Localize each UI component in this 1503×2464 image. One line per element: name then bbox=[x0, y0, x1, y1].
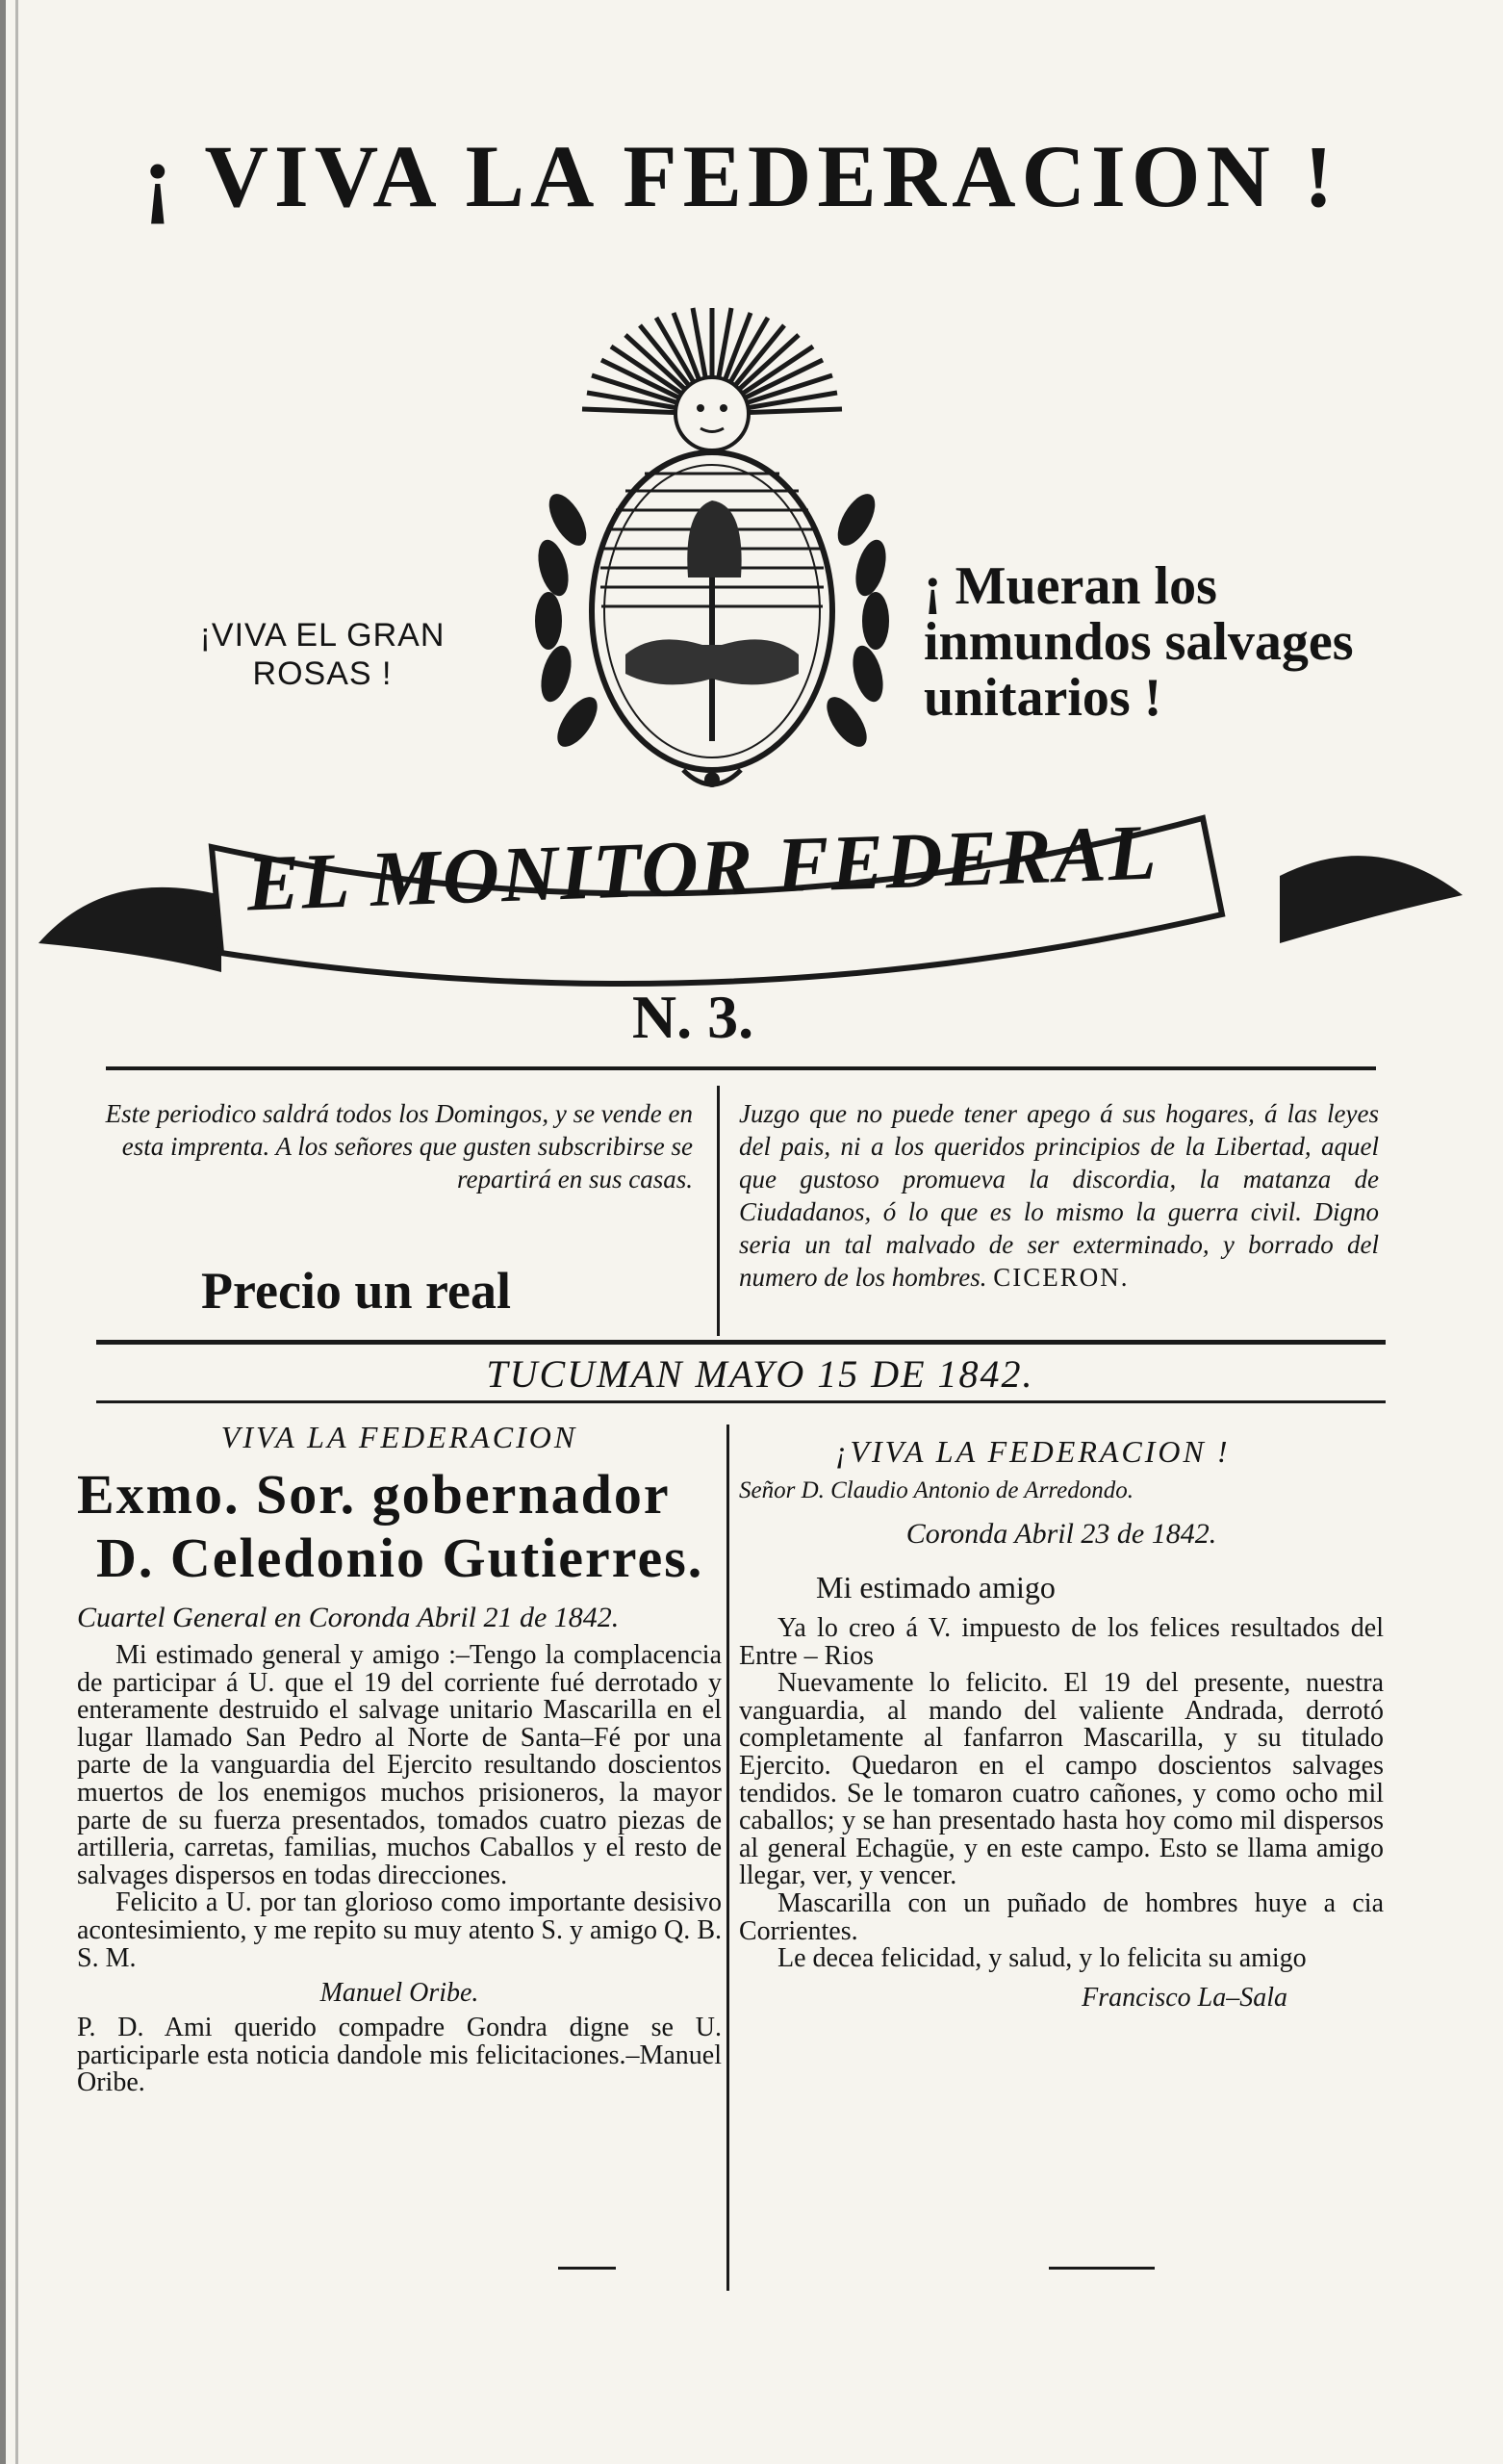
rule-dateline-bottom bbox=[96, 1400, 1386, 1403]
page-edge-rule bbox=[15, 0, 18, 2464]
letter-left-paragraph-2: Felicito a U. por tan glorioso como importante desisivo acontesimiento, y me repito su muy atento S. y amigo Q. B. S. M. bbox=[77, 1887, 722, 1973]
page-edge-shadow bbox=[0, 0, 6, 2464]
rule-dateline-top bbox=[96, 1340, 1386, 1345]
letter-right bbox=[739, 1434, 1384, 2014]
letter-left bbox=[77, 1420, 722, 2097]
letter-left-kicker: VIVA LA FEDERACION bbox=[220, 1420, 578, 1454]
left-slogan: ¡VIVA EL GRAN ROSAS ! bbox=[199, 617, 446, 692]
masthead-title: ¡ VIVA LA FEDERACION ! bbox=[142, 127, 1339, 225]
letter-right-kicker: ¡VIVA LA FEDERACION ! bbox=[835, 1434, 1231, 1469]
letter-left-body bbox=[77, 1642, 722, 1972]
letter-right-paragraph-2: Nuevamente lo felicito. El 19 del presente, nuestra vanguardia, al mando del valiente Andrada, derrotó completamente al fanfarron Mascarilla, y su titulado Ejercito. Quedaron en el campo doscientos salvages tendidos. Se le tomaron cuatro cañones, y como ocho mil caballos; y se han presentado hasta hoy como mil dispersos al general Echagüe, y en este campo. Esto se llama amigo llegar, ver, y vencer. bbox=[739, 1668, 1384, 1891]
rule-top bbox=[106, 1066, 1376, 1070]
letter-right-body bbox=[739, 1615, 1384, 1973]
letter-left-place-date: Cuartel General en Coronda Abril 21 de 1842. bbox=[77, 1602, 620, 1633]
letter-left-signature: Manuel Oribe. bbox=[319, 1978, 479, 2009]
letter-right-paragraph-1: Ya lo creo á V. impuesto de los felices resultados del Entre – Rios bbox=[739, 1613, 1384, 1671]
letter-left-postscript: P. D. Ami querido compadre Gondra digne se U. participarle esta noticia dandole mis felicitaciones.–Manuel Oribe. bbox=[77, 2013, 722, 2098]
right-slogan: ¡ Mueran los inmundos salvages unitarios ! bbox=[924, 556, 1354, 728]
letter-right-greeting: Mi estimado amigo bbox=[816, 1570, 1056, 1604]
subscription-notice: Este periodico saldrá todos los Domingos, y se vende en esta imprenta. A los señores que gusten subscribirse se repartirá en sus casas. bbox=[105, 1099, 693, 1194]
closing-dash bbox=[558, 2267, 616, 2270]
letter-right-paragraph-4: Le decea felicidad, y salud, y lo felicita su amigo bbox=[777, 1943, 1307, 1974]
closing-dash-right bbox=[1049, 2267, 1155, 2270]
price-label: Precio un real bbox=[201, 1262, 511, 1320]
coat-of-arms-icon bbox=[510, 289, 914, 828]
letter-right-place-date: Coronda Abril 23 de 1842. bbox=[905, 1518, 1217, 1550]
column-divider-top bbox=[717, 1086, 720, 1336]
letter-left-postscript-block bbox=[77, 2015, 722, 2097]
epigraph-text: Juzgo que no puede tener apego á sus hogares, á las leyes del pais, ni a los queridos principios de la Libertad, aquel que gustoso promueva la discordia, la matanza de Ciudadanos, ó lo que es lo mismo la guerra civil. Digno seria un tal malvado de ser exterminado, y borrado del numero de los hombres. bbox=[739, 1099, 1379, 1292]
letter-left-paragraph-1: Mi estimado general y amigo :–Tengo la complacencia de participar á U. que el 19 del corriente fué derrotado y enteramente destruido el salvage unitario Mascarilla en el lugar llamado San Pedro al Norte de Santa–Fé por una parte de la vanguardia del Ejercito resultando doscientos muertos de los enemigos muchos prisioneros, la mayor parte de su fuerza presentados, tomados cuatro piezas de artilleria, carretas, familias, muchos Caballos y el resto de salvages dispersos en todas direcciones. bbox=[77, 1640, 722, 1890]
letter-left-heading-2: D. Celedonio Gutierres. bbox=[96, 1527, 704, 1589]
letter-right-paragraph-3: Mascarilla con un puñado de hombres huye a cia Corrientes. bbox=[739, 1887, 1384, 1946]
paper-name: EL MONITOR FEDERAL bbox=[245, 808, 1159, 928]
letter-right-addressee: Señor D. Claudio Antonio de Arredondo. bbox=[739, 1477, 1134, 1503]
letter-left-heading-1: Exmo. Sor. gobernador bbox=[77, 1463, 671, 1526]
letter-right-signature: Francisco La–Sala bbox=[1082, 1982, 1287, 2013]
dateline: TUCUMAN MAYO 15 DE 1842. bbox=[486, 1352, 1034, 1396]
column-divider-bottom bbox=[726, 1424, 729, 2291]
epigraph bbox=[739, 1097, 1379, 1294]
issue-number: N. 3. bbox=[631, 983, 754, 1051]
epigraph-author: CICERON. bbox=[993, 1263, 1130, 1292]
